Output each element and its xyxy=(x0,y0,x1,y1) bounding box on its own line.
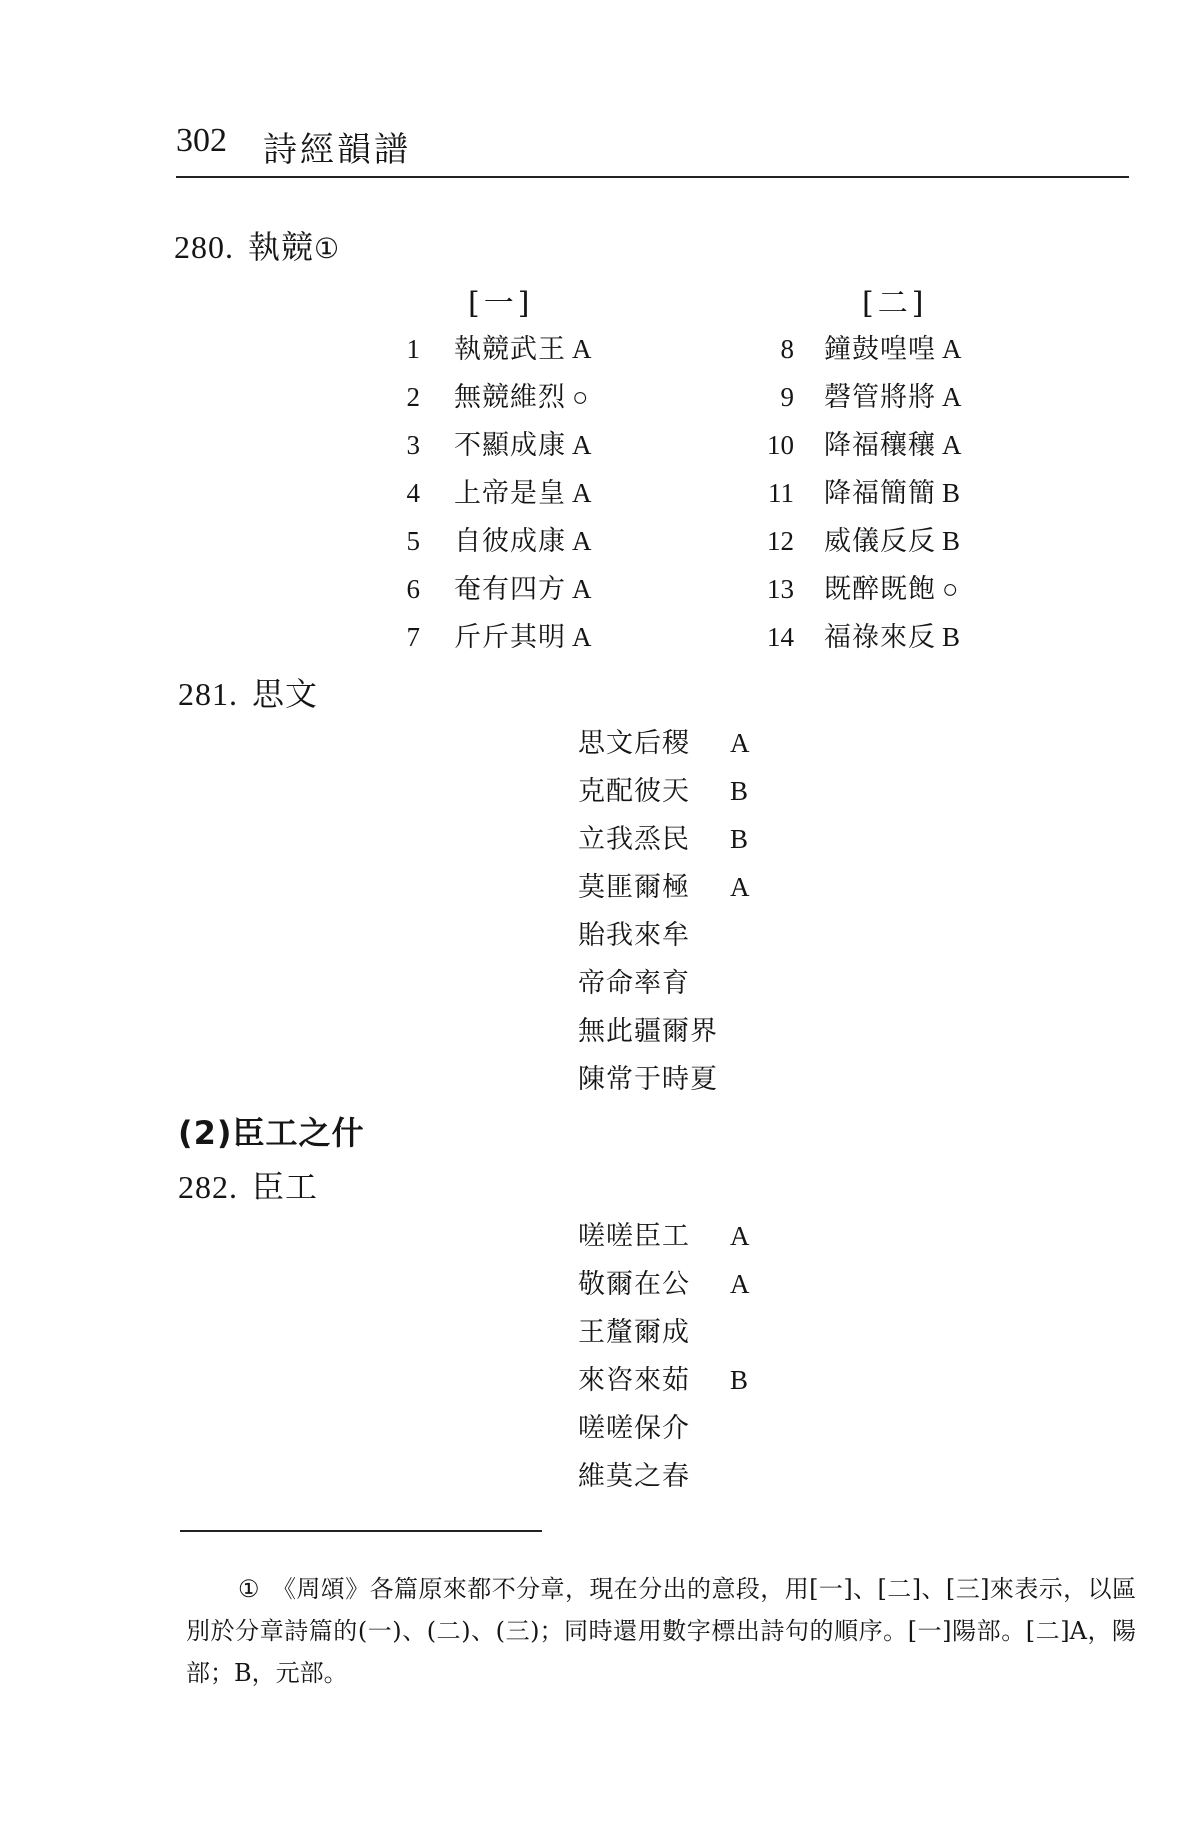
line-number: 5 xyxy=(406,526,420,556)
verse-line xyxy=(578,865,750,904)
running-title: 詩經韻譜 xyxy=(263,130,411,170)
line-text: 克配彼天 xyxy=(578,776,690,807)
rhyme-mark: A xyxy=(942,334,962,364)
footnote xyxy=(186,1568,1136,1694)
line-text: 福祿來反 xyxy=(824,622,936,653)
verse-line xyxy=(578,769,748,808)
line-number: 2 xyxy=(406,382,420,412)
line-number: 12 xyxy=(767,526,794,556)
poem-number: 280. xyxy=(174,229,234,265)
verse-line xyxy=(578,913,730,952)
line-text: 無競維烈 xyxy=(454,382,566,413)
poem-number: 282. xyxy=(178,1169,238,1205)
rhyme-mark: A xyxy=(572,430,592,460)
line-text: 莫匪爾極 xyxy=(578,872,690,903)
line-text: 思文后稷 xyxy=(578,728,690,759)
line-text: 降福簡簡 xyxy=(824,478,936,509)
verse-line xyxy=(578,1009,730,1048)
line-number: 4 xyxy=(406,478,420,508)
rhyme-mark: B xyxy=(942,526,961,556)
line-number: 10 xyxy=(767,430,794,460)
verse-line xyxy=(578,1262,750,1301)
line-text: 無此疆爾界 xyxy=(578,1016,718,1047)
line-text: 磬管將將 xyxy=(824,382,936,413)
section-heading: (2)臣工之什 xyxy=(178,1114,365,1152)
line-text: 立我烝民 xyxy=(578,824,690,855)
footnote-ref-mark: ① xyxy=(314,232,340,265)
line-number: 7 xyxy=(406,622,420,652)
poem-name: 執競 xyxy=(248,228,315,266)
line-text: 上帝是皇 xyxy=(454,478,566,509)
rhyme-mark: ○ xyxy=(572,382,589,412)
poem-number: 281. xyxy=(178,676,238,712)
rhyme-mark: A xyxy=(572,526,592,556)
footnote-rule xyxy=(180,1530,542,1532)
verse-line xyxy=(740,327,962,367)
line-text: 陳常于時夏 xyxy=(578,1064,718,1095)
rhyme-mark: B xyxy=(730,1365,749,1395)
rhyme-mark: A xyxy=(730,872,750,902)
verse-line xyxy=(740,375,962,415)
line-text: 自彼成康 xyxy=(454,526,566,557)
verse-line xyxy=(380,519,592,559)
line-text: 斤斤其明 xyxy=(454,622,566,653)
stanza-label-2: [二] xyxy=(862,286,928,321)
line-number: 14 xyxy=(767,622,794,652)
rhyme-mark: A xyxy=(572,478,592,508)
verse-line xyxy=(578,961,730,1000)
verse-line xyxy=(578,1406,730,1445)
poem-name: 思文 xyxy=(252,675,319,713)
rhyme-mark: A xyxy=(730,728,750,758)
line-text: 王釐爾成 xyxy=(578,1317,690,1348)
rhyme-mark: A xyxy=(730,1269,750,1299)
line-text: 降福穰穰 xyxy=(824,430,936,461)
line-text: 奄有四方 xyxy=(454,574,566,605)
verse-line xyxy=(740,615,960,655)
verse-line xyxy=(380,423,592,463)
line-text: 嗟嗟保介 xyxy=(578,1413,690,1444)
verse-line xyxy=(380,471,592,511)
line-text: 來咨來茹 xyxy=(578,1365,690,1396)
line-number: 6 xyxy=(406,574,420,604)
page-number: 302 xyxy=(176,122,227,159)
line-text: 既醉既飽 xyxy=(824,574,936,605)
verse-line xyxy=(578,721,750,760)
line-number: 9 xyxy=(780,382,794,412)
stanza-label-1: [一] xyxy=(468,286,534,321)
poem-282-title xyxy=(178,1162,318,1208)
line-text: 不顯成康 xyxy=(454,430,566,461)
verse-line xyxy=(740,423,962,463)
poem-281-title xyxy=(178,669,318,715)
line-number: 8 xyxy=(780,334,794,364)
line-number: 3 xyxy=(406,430,420,460)
line-text: 執競武王 xyxy=(454,334,566,365)
rhyme-mark: A xyxy=(942,430,962,460)
verse-line xyxy=(578,1214,750,1253)
line-number: 1 xyxy=(406,334,420,364)
line-text: 維莫之春 xyxy=(578,1461,690,1492)
line-number: 11 xyxy=(768,478,794,508)
footnote-mark: ① xyxy=(238,1575,260,1603)
verse-line xyxy=(740,471,960,511)
rhyme-mark: ○ xyxy=(942,574,959,604)
rhyme-mark: B xyxy=(942,622,961,652)
verse-line xyxy=(380,375,588,415)
verse-line xyxy=(740,567,958,607)
verse-line xyxy=(380,615,592,655)
line-text: 貽我來牟 xyxy=(578,920,690,951)
verse-line xyxy=(578,817,748,856)
footnote-text: 《周頌》各篇原來都不分章，現在分出的意段，用[一]、[二]、[三]來表示，以區別於分章詩篇的(一)、(二)、(三)；同時還用數字標出詩句的順序。[一]陽部。[二]A，陽部；B，元部。 xyxy=(186,1575,1136,1687)
verse-line xyxy=(380,567,592,607)
line-number: 13 xyxy=(767,574,794,604)
rhyme-mark: A xyxy=(942,382,962,412)
rhyme-mark: B xyxy=(942,478,961,508)
verse-line xyxy=(380,327,592,367)
line-text: 威儀反反 xyxy=(824,526,936,557)
header-rule xyxy=(176,176,1129,178)
line-text: 嗟嗟臣工 xyxy=(578,1221,690,1252)
verse-line xyxy=(578,1358,748,1397)
rhyme-mark: A xyxy=(572,334,592,364)
rhyme-mark: B xyxy=(730,776,749,806)
poem-name: 臣工 xyxy=(252,1168,319,1206)
verse-line xyxy=(578,1454,730,1493)
line-text: 鐘鼓喤喤 xyxy=(824,334,936,365)
rhyme-mark: B xyxy=(730,824,749,854)
line-text: 帝命率育 xyxy=(578,968,690,999)
verse-line xyxy=(578,1057,730,1096)
verse-line xyxy=(740,519,960,559)
rhyme-mark: A xyxy=(730,1221,750,1251)
poem-280-title xyxy=(174,222,339,268)
verse-line xyxy=(578,1310,730,1349)
line-text: 敬爾在公 xyxy=(578,1269,690,1300)
rhyme-mark: A xyxy=(572,622,592,652)
rhyme-mark: A xyxy=(572,574,592,604)
